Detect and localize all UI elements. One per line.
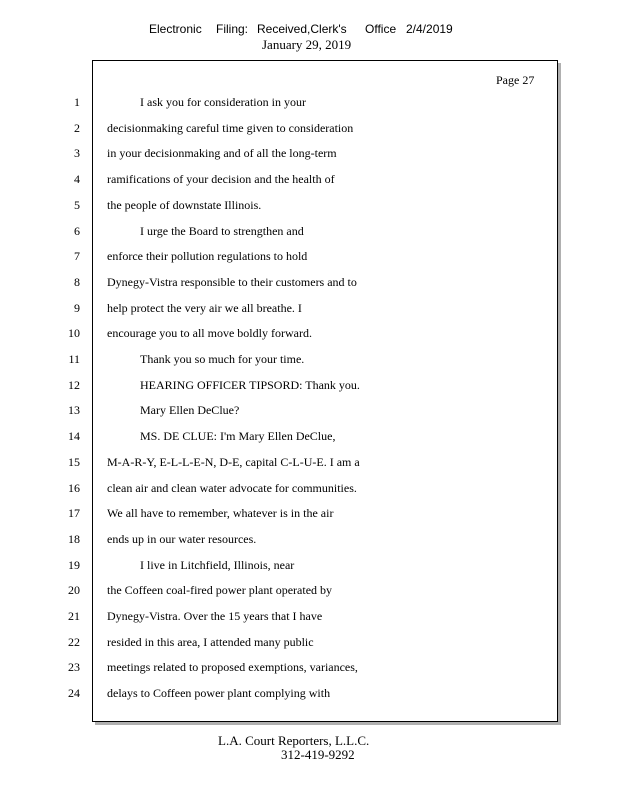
line-number: 15 [68,455,80,469]
line-text: I ask you for consideration in your [140,95,306,109]
line-number: 16 [68,481,80,495]
line-number: 19 [68,558,80,572]
stamp-part-office: Office [365,22,397,36]
line-text: in your decisionmaking and of all the long-term [107,146,337,160]
line-text: Dynegy-Vistra responsible to their customers and to [107,275,357,289]
line-number: 6 [74,224,80,238]
stamp-part-filing: Filing: [216,22,249,36]
line-number: 2 [74,121,80,135]
reporter-company: L.A. Court Reporters, L.L.C. [218,733,370,748]
line-number: 11 [68,352,80,366]
line-text: ramifications of your decision and the health of [107,172,335,186]
line-text: Dynegy-Vistra. Over the 15 years that I have [107,609,323,623]
line-number: 1 [74,95,80,109]
line-text: Mary Ellen DeClue? [140,403,240,417]
line-text: enforce their pollution regulations to hold [107,249,308,263]
stamp-part-received: Received,Clerk's [257,22,347,36]
line-text: Thank you so much for your time. [140,352,305,366]
stamp-part-electronic: Electronic [149,22,202,36]
line-text: meetings related to proposed exemptions, variances, [107,660,358,674]
line-number: 9 [74,301,80,315]
line-number: 21 [68,609,80,623]
line-text: MS. DE CLUE: I'm Mary Ellen DeClue, [140,429,336,443]
page-number: Page 27 [496,73,535,87]
line-number: 14 [68,429,80,443]
line-text: ends up in our water resources. [107,532,257,546]
line-text: encourage you to all move boldly forward. [107,326,312,340]
line-number: 5 [74,198,80,212]
line-text: HEARING OFFICER TIPSORD: Thank you. [140,378,360,392]
filing-stamp [0,22,618,38]
line-text: I urge the Board to strengthen and [140,224,304,238]
line-number: 22 [68,635,80,649]
line-text: decisionmaking careful time given to consideration [107,121,354,135]
line-number: 24 [68,686,80,700]
line-text: I live in Litchfield, Illinois, near [140,558,295,572]
line-text: the Coffeen coal-fired power plant operated by [107,583,333,597]
line-number: 13 [68,403,80,417]
line-number: 20 [68,583,80,597]
line-number: 12 [68,378,80,392]
line-text: M-A-R-Y, E-L-L-E-N, D-E, capital C-L-U-E. I am a [107,455,360,469]
line-number: 10 [68,326,80,340]
line-text: delays to Coffeen power plant complying with [107,686,331,700]
line-number: 23 [68,660,80,674]
line-text: help protect the very air we all breathe. I [107,301,302,315]
line-number: 3 [74,146,80,160]
line-number: 18 [68,532,80,546]
transcript-date: January 29, 2019 [262,37,352,52]
line-number: 17 [68,506,80,520]
line-number: 4 [74,172,80,186]
stamp-part-date: 2/4/2019 [406,22,453,36]
line-text: the people of downstate Illinois. [107,198,262,212]
reporter-phone: 312-419-9292 [281,747,355,762]
line-number: 7 [74,249,80,263]
line-text: We all have to remember, whatever is in the air [107,506,334,520]
line-text: clean air and clean water advocate for communities. [107,481,357,495]
line-text: resided in this area, I attended many public [107,635,314,649]
line-number: 8 [74,275,80,289]
